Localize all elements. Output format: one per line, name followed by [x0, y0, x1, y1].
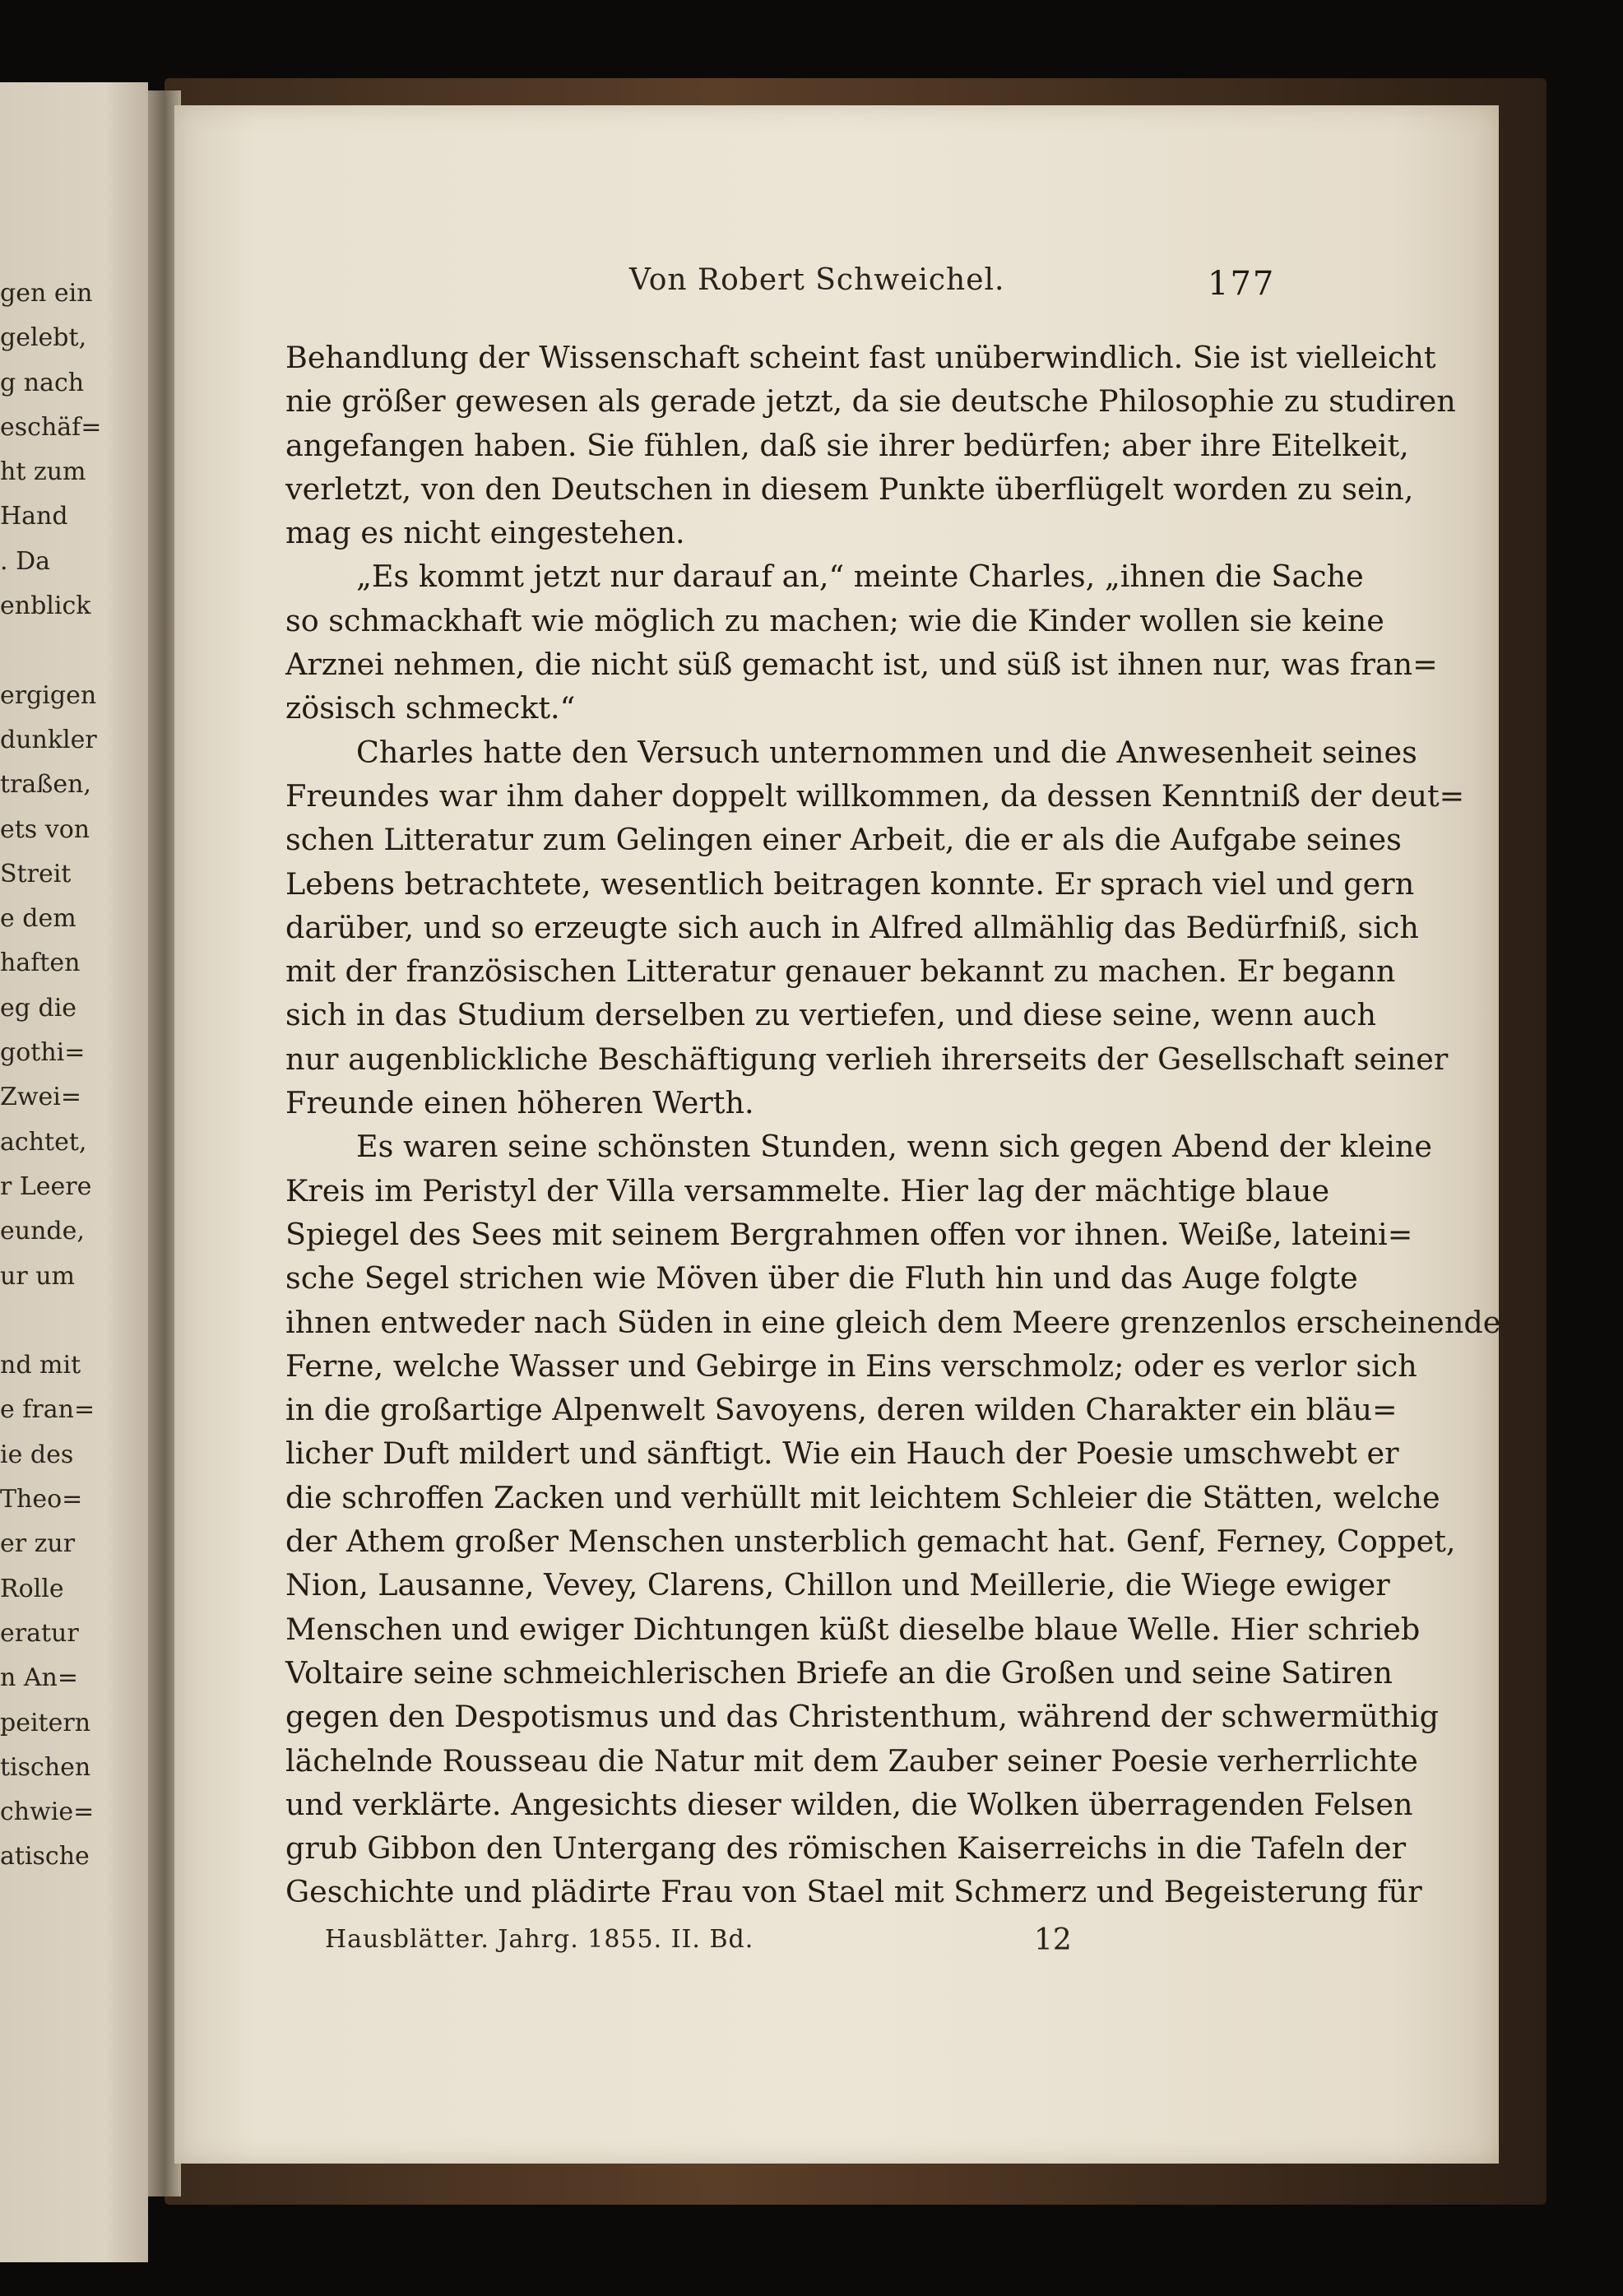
text-line: licher Duft mildert und sänftigt. Wie ein Hauch der Poesie umschwebt er — [285, 1436, 1399, 1472]
text-line: Menschen und ewiger Dichtungen küßt dieselbe blaue Welle. Hier schrieb — [285, 1611, 1421, 1647]
text-line: der Athem großer Menschen unsterblich gemacht hat. Genf, Ferney, Coppet, — [285, 1524, 1456, 1560]
text-line: nur augenblickliche Beschäftigung verlieh ihrerseits der Gesellschaft seiner — [285, 1041, 1449, 1077]
left-page-fragment — [0, 629, 82, 673]
left-page-fragment: Theo= — [0, 1485, 83, 1514]
text-line: Geschichte und plädirte Frau von Stael mit Schmerz und Begeisterung für — [285, 1874, 1422, 1910]
text-line: zösisch schmeckt.“ — [285, 690, 576, 726]
text-line: „Es kommt jetzt nur darauf an,“ meinte Charles, „ihnen die Sache — [356, 559, 1364, 595]
text-line: sche Segel strichen wie Möven über die Fluth hin und das Auge folgte — [285, 1260, 1358, 1296]
page-number: 177 — [1208, 265, 1276, 303]
text-line: schen Litteratur zum Gelingen einer Arbeit, die er als die Aufgabe seines — [285, 822, 1402, 858]
left-page-fragment: gen ein — [0, 279, 93, 308]
text-line: ihnen entweder nach Süden in eine gleich dem Meere grenzenlos erscheinende — [285, 1304, 1501, 1340]
left-page-fragment — [0, 1299, 82, 1343]
text-line: in die großartige Alpenwelt Savoyens, deren wilden Charakter ein bläu= — [285, 1392, 1398, 1428]
left-page-fragment: enblick — [0, 591, 91, 621]
text-line: so schmackhaft wie möglich zu machen; wie die Kinder wollen sie keine — [285, 602, 1384, 638]
left-page-fragment: eschäf= — [0, 412, 102, 442]
text-line: darüber, und so erzeugte sich auch in Alfred allmählig das Bedürfniß, sich — [285, 909, 1419, 945]
text-line: Voltaire seine schmeichlerischen Briefe an die Großen und seine Satiren — [285, 1654, 1393, 1691]
left-page-fragment: eunde, — [0, 1217, 85, 1246]
left-page-fragment: r Leere — [0, 1171, 92, 1201]
left-page-fragment: haften — [0, 949, 81, 978]
text-line: Ferne, welche Wasser und Gebirge in Eins verschmolz; oder es verlor sich — [285, 1347, 1417, 1384]
text-line: lächelnde Rousseau die Natur mit dem Zauber seiner Poesie verherrlichte — [285, 1742, 1418, 1779]
left-page-fragment: peitern — [0, 1708, 91, 1737]
text-line: verletzt, von den Deutschen in diesem Punkte überflügelt worden zu sein, — [285, 471, 1414, 507]
left-page-fragment: gelebt, — [0, 323, 87, 353]
text-line: mit der französischen Litteratur genauer bekannt zu machen. Er begann — [285, 953, 1396, 990]
text-line: mag es nicht eingestehen. — [285, 515, 685, 551]
left-page-fragment: gothi= — [0, 1038, 86, 1068]
running-head: Von Robert Schweichel. — [629, 263, 1005, 297]
left-page-fragment: chwie= — [0, 1797, 95, 1827]
left-page-fragment: n An= — [0, 1663, 78, 1693]
left-page-fragment: nd mit — [0, 1351, 81, 1380]
left-page-fragment: e fran= — [0, 1395, 95, 1425]
left-page-fragment: g nach — [0, 368, 85, 397]
text-line: die schroffen Zacken und verhüllt mit leichtem Schleier die Stätten, welche — [285, 1479, 1440, 1515]
text-line: sich in das Studium derselben zu vertiefen, und diese seine, wenn auch — [285, 997, 1376, 1033]
left-page-fragment: ie des — [0, 1440, 74, 1469]
left-page-fragment: Rolle — [0, 1574, 64, 1603]
left-page-fragment: ets von — [0, 814, 90, 844]
text-line: Nion, Lausanne, Vevey, Clarens, Chillon und Meillerie, die Wiege ewiger — [285, 1567, 1390, 1603]
text-line: Freundes war ihm daher doppelt willkommen, da dessen Kenntniß der deut= — [285, 777, 1465, 814]
left-page-fragment: e dem — [0, 904, 77, 934]
text-line: angefangen haben. Sie fühlen, daß sie ihrer bedürfen; aber ihre Eitelkeit, — [285, 427, 1409, 463]
left-page-fragment: ht zum — [0, 457, 86, 487]
text-line: Kreis im Peristyl der Villa versammelte. Hier lag der mächtige blaue — [285, 1172, 1330, 1208]
left-page-fragment: achtet, — [0, 1127, 87, 1157]
text-line: nie größer gewesen als gerade jetzt, da sie deutsche Philosophie zu studiren — [285, 383, 1456, 420]
left-page-fragment: eratur — [0, 1618, 79, 1648]
text-line: Behandlung der Wissenschaft scheint fast unüberwindlich. Sie ist vielleicht — [285, 340, 1436, 375]
left-page-fragment: ur um — [0, 1261, 75, 1291]
left-page-fragment: er zur — [0, 1529, 76, 1559]
text-line: gegen den Despotismus und das Christenthum, während der schwermüthig — [285, 1699, 1439, 1735]
text-line: Es waren seine schönsten Stunden, wenn sich gegen Abend der kleine — [356, 1129, 1432, 1165]
left-page-fragment: Zwei= — [0, 1083, 82, 1112]
text-line: Freunde einen höheren Werth. — [285, 1085, 754, 1121]
left-page-fragment: tischen — [0, 1752, 91, 1782]
left-page-fragment: ergigen — [0, 680, 97, 710]
left-page-fragment: Hand — [0, 502, 68, 531]
left-page-fragment: traßen, — [0, 770, 91, 800]
text-line: Charles hatte den Versuch unternommen und die Anwesenheit seines — [356, 734, 1417, 770]
left-page-fragment: Streit — [0, 859, 72, 888]
text-line: Arznei nehmen, die nicht süß gemacht ist, und süß ist ihnen nur, was fran= — [285, 647, 1438, 683]
left-page-text-fragments — [0, 271, 102, 1880]
text-line: und verklärte. Angesichts dieser wilden, die Wolken überragenden Felsen — [285, 1786, 1413, 1822]
text-line: Lebens betrachtete, wesentlich beitragen konnte. Er sprach viel und gern — [285, 865, 1415, 902]
sheet-number: 12 — [1034, 1923, 1072, 1957]
left-page — [0, 82, 148, 2262]
text-line: Spiegel des Sees mit seinem Bergrahmen offen vor ihnen. Weiße, lateini= — [285, 1216, 1413, 1252]
body-text — [285, 336, 1501, 1914]
left-page-fragment: eg die — [0, 993, 77, 1023]
left-page-fragment: atische — [0, 1842, 90, 1872]
text-line: grub Gibbon den Untergang des römischen Kaiserreichs in die Tafeln der — [285, 1830, 1407, 1867]
left-page-fragment: dunkler — [0, 725, 97, 754]
left-page-fragment: . Da — [0, 546, 51, 576]
signature-line: Hausblätter. Jahrg. 1855. II. Bd. — [325, 1925, 754, 1954]
